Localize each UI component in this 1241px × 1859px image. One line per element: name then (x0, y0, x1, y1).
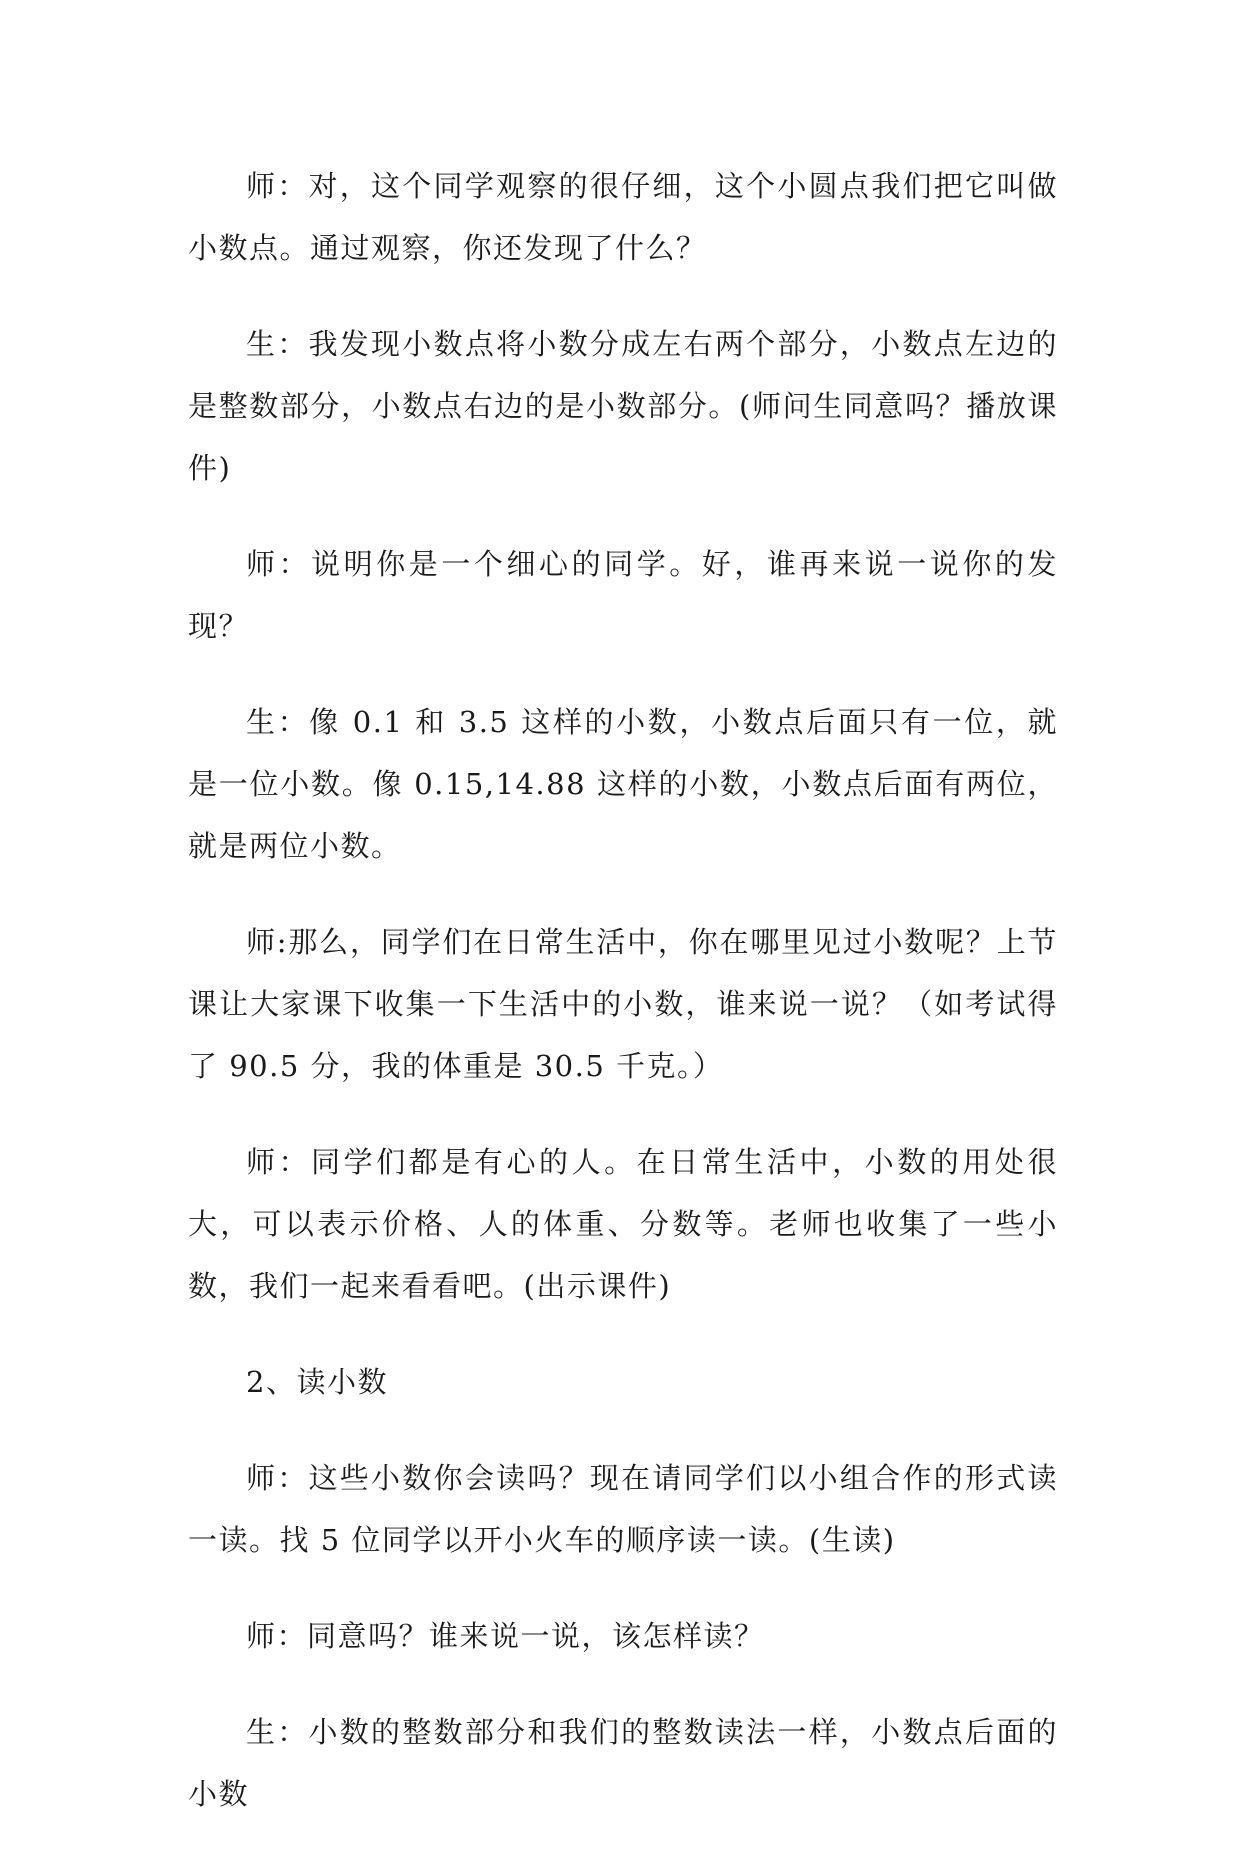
paragraph-teacher-praise: 师：说明你是一个细心的同学。好，谁再来说一说你的发现？ (188, 547, 1058, 643)
paragraph-student-integer-decimal-parts: 生：我发现小数点将小数分成左右两个部分，小数点左边的是整数部分，小数点右边的是小数部分。(师问生同意吗？播放课件) (188, 327, 1058, 485)
paragraph-teacher-usage: 师：同学们都是有心的人。在日常生活中，小数的用处很大，可以表示价格、人的体重、分数等。老师也收集了一些小数，我们一起来看看吧。(出示课件) (188, 1145, 1058, 1303)
paragraph-teacher-group-reading: 师：这些小数你会读吗？现在请同学们以小组合作的形式读一读。找 5 位同学以开小火车的顺序读一读。(生读) (188, 1461, 1058, 1557)
paragraph-student-decimal-places: 生：像 0.1 和 3.5 这样的小数，小数点后面只有一位，就是一位小数。像 0.15,14.88 这样的小数，小数点后面有两位，就是两位小数。 (188, 705, 1058, 863)
paragraph-student-reading-rule: 生：小数的整数部分和我们的整数读法一样，小数点后面的小数 (188, 1715, 1058, 1811)
paragraph-teacher-decimal-point: 师：对，这个同学观察的很仔细，这个小圆点我们把它叫做小数点。通过观察，你还发现了什么？ (188, 169, 1058, 265)
section-heading-read-decimals: 2、读小数 (246, 1365, 388, 1399)
document-body (188, 155, 1058, 1859)
paragraph-teacher-daily-life: 师:那么，同学们在日常生活中，你在哪里见过小数呢？上节课让大家课下收集一下生活中的小数，谁来说一说？（如考试得了 90.5 分，我的体重是 30.5 千克。） (188, 925, 1058, 1083)
paragraph-teacher-how-to-read: 师：同意吗？谁来说一说，该怎样读？ (246, 1619, 765, 1653)
